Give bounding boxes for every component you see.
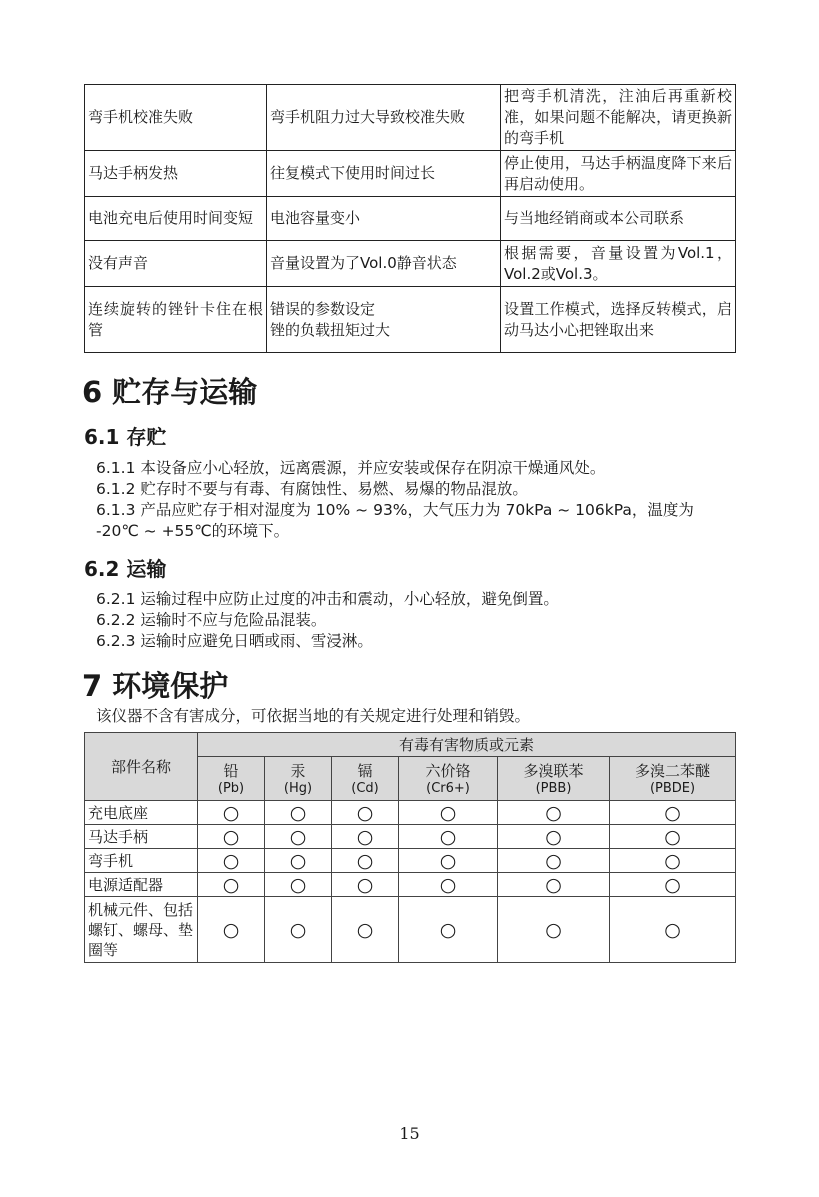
solution-cell: 停止使用，马达手柄温度降下来后再启动使用。 — [501, 151, 736, 197]
circle-mark: ○ — [498, 825, 610, 849]
part-name-cell: 机械元件、包括螺钉、螺母、垫圈等 — [85, 897, 198, 963]
substance-header: 汞 (Hg) — [265, 757, 332, 801]
part-name-cell: 电源适配器 — [85, 873, 198, 897]
solution-cell: 把弯手机清洗，注油后再重新校准，如果问题不能解决，请更换新的弯手机 — [501, 85, 736, 151]
substance-header: 铅 (Pb) — [198, 757, 265, 801]
storage-item: 6.1.1 本设备应小心轻放，远离震源，并应安装或保存在阴凉干燥通风处。 — [96, 459, 606, 477]
circle-mark: ○ — [198, 849, 265, 873]
circle-mark: ○ — [399, 825, 498, 849]
circle-mark: ○ — [198, 873, 265, 897]
circle-mark: ○ — [399, 897, 498, 963]
fault-cell: 马达手柄发热 — [85, 151, 267, 197]
circle-mark: ○ — [265, 897, 332, 963]
circle-mark: ○ — [399, 849, 498, 873]
circle-mark: ○ — [265, 849, 332, 873]
circle-mark: ○ — [498, 801, 610, 825]
circle-mark: ○ — [332, 849, 399, 873]
transport-item: 6.2.3 运输时应避免日晒或雨、雪浸淋。 — [96, 632, 373, 650]
part-name-cell: 弯手机 — [85, 849, 198, 873]
fault-cell: 弯手机校准失败 — [85, 85, 267, 151]
table-header-row — [85, 733, 736, 757]
cause-line: 锉的负载扭矩过大 — [270, 320, 391, 339]
substance-group-header: 有毒有害物质或元素 — [198, 733, 736, 757]
circle-mark: ○ — [198, 825, 265, 849]
substance-header: 镉 (Cd) — [332, 757, 399, 801]
circle-mark: ○ — [498, 873, 610, 897]
storage-item: 6.1.2 贮存时不要与有毒、有腐蚀性、易燃、易爆的物品混放。 — [96, 480, 528, 498]
circle-mark: ○ — [198, 801, 265, 825]
cause-line: 错误的参数设定 — [270, 299, 376, 318]
part-name-cell: 马达手柄 — [85, 825, 198, 849]
circle-mark: ○ — [332, 801, 399, 825]
page-number: 15 — [399, 1124, 420, 1143]
part-name-cell: 充电底座 — [85, 801, 198, 825]
substance-header: 多溴二苯醚 (PBDE) — [610, 757, 736, 801]
circle-mark: ○ — [332, 825, 399, 849]
section-7-title: 7 环境保护 — [82, 669, 229, 703]
table-row — [85, 825, 736, 849]
cause-cell: 往复模式下使用时间过长 — [267, 151, 501, 197]
section-6-1-title: 6.1 存贮 — [84, 425, 167, 449]
solution-cell: 与当地经销商或本公司联系 — [501, 197, 736, 241]
table-row — [85, 873, 736, 897]
storage-paragraphs — [96, 458, 736, 542]
troubleshooting-table — [84, 84, 736, 353]
table-row — [85, 241, 736, 287]
circle-mark: ○ — [399, 873, 498, 897]
table-row — [85, 85, 736, 151]
circle-mark: ○ — [399, 801, 498, 825]
section-7-intro: 该仪器不含有害成分，可依据当地的有关规定进行处理和销毁。 — [96, 707, 531, 725]
table-row — [85, 897, 736, 963]
transport-item: 6.2.1 运输过程中应防止过度的冲击和震动，小心轻放，避免倒置。 — [96, 590, 559, 608]
circle-mark: ○ — [332, 897, 399, 963]
circle-mark: ○ — [265, 873, 332, 897]
solution-cell: 根据需要，音量设置为Vol.1，Vol.2或Vol.3。 — [501, 241, 736, 287]
fault-cell: 连续旋转的锉针卡住在根管 — [85, 287, 267, 353]
fault-cell: 没有声音 — [85, 241, 267, 287]
circle-mark: ○ — [610, 849, 736, 873]
circle-mark: ○ — [610, 825, 736, 849]
solution-cell: 设置工作模式，选择反转模式，启动马达小心把锉取出来 — [501, 287, 736, 353]
cause-cell — [267, 287, 501, 353]
cause-cell: 电池容量变小 — [267, 197, 501, 241]
circle-mark: ○ — [498, 849, 610, 873]
circle-mark: ○ — [265, 825, 332, 849]
part-name-header: 部件名称 — [85, 733, 198, 801]
storage-item: 6.1.3 产品应贮存于相对湿度为 10% ~ 93%，大气压力为 70kPa ~ 106kPa，温度为 -20℃ ~ +55℃的环境下。 — [96, 501, 694, 540]
circle-mark: ○ — [610, 873, 736, 897]
hazard-table — [84, 732, 736, 963]
transport-item: 6.2.2 运输时不应与危险品混装。 — [96, 611, 327, 629]
substance-header: 六价铬 (Cr6+) — [399, 757, 498, 801]
table-row — [85, 801, 736, 825]
table-row — [85, 287, 736, 353]
cause-cell: 音量设置为了Vol.0静音状态 — [267, 241, 501, 287]
transport-paragraphs — [96, 589, 736, 652]
circle-mark: ○ — [610, 801, 736, 825]
circle-mark: ○ — [332, 873, 399, 897]
table-row — [85, 197, 736, 241]
section-6-2-title: 6.2 运输 — [84, 557, 167, 581]
circle-mark: ○ — [265, 801, 332, 825]
section-6-title: 6 贮存与运输 — [82, 375, 258, 409]
cause-cell: 弯手机阻力过大导致校准失败 — [267, 85, 501, 151]
substance-header: 多溴联苯 (PBB) — [498, 757, 610, 801]
circle-mark: ○ — [198, 897, 265, 963]
table-row — [85, 849, 736, 873]
circle-mark: ○ — [498, 897, 610, 963]
circle-mark: ○ — [610, 897, 736, 963]
table-row — [85, 151, 736, 197]
fault-cell: 电池充电后使用时间变短 — [85, 197, 267, 241]
